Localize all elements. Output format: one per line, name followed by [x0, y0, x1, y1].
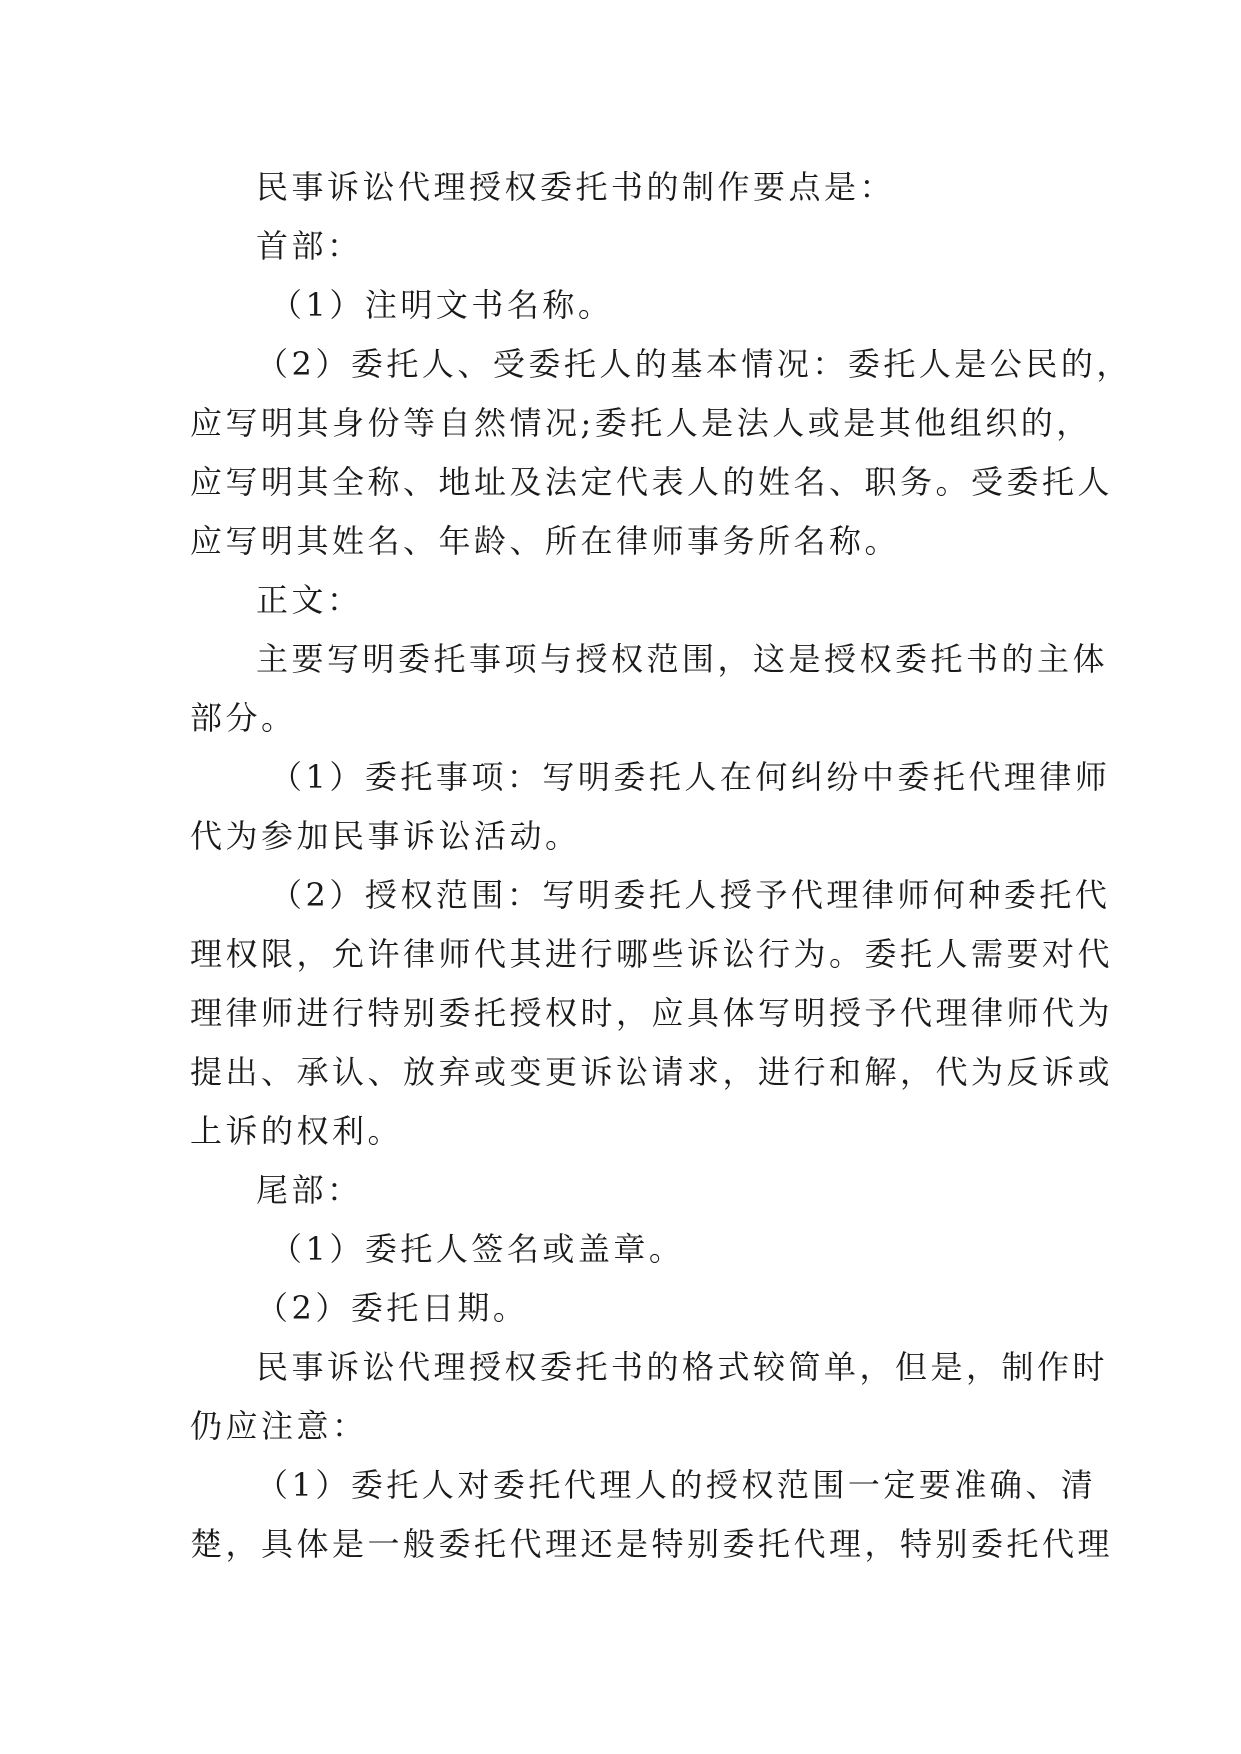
text-line: （1）注明文书名称。 [270, 286, 614, 324]
text-line: 应写明其全称、地址及法定代表人的姓名、职务。受委托人 [190, 463, 1114, 501]
document-body [190, 158, 1132, 1574]
text-line: （1）委托人签名或盖章。 [270, 1230, 685, 1268]
text-line: 尾部： [256, 1171, 363, 1209]
text-line: 应写明其姓名、年龄、所在律师事务所名称。 [190, 522, 901, 560]
text-line: 仍应注意： [190, 1407, 368, 1445]
text-line: 上诉的权利。 [190, 1112, 404, 1150]
text-line: （2）委托人、受委托人的基本情况：委托人是公民的， [256, 345, 1132, 383]
text-line: 楚，具体是一般委托代理还是特别委托代理，特别委托代理 [190, 1525, 1114, 1563]
text-line: 代为参加民事诉讼活动。 [190, 817, 581, 855]
text-line: （2）委托日期。 [256, 1289, 529, 1327]
text-line: 民事诉讼代理授权委托书的格式较简单，但是，制作时 [256, 1348, 1109, 1386]
text-line: （1）委托人对委托代理人的授权范围一定要准确、清 [256, 1466, 1097, 1504]
text-line: 部分。 [190, 699, 297, 737]
text-line: 提出、承认、放弃或变更诉讼请求，进行和解，代为反诉或 [190, 1053, 1114, 1091]
text-line: 理权限，允许律师代其进行哪些诉讼行为。委托人需要对代 [190, 935, 1114, 973]
text-line: 正文： [256, 581, 363, 619]
text-line: 首部： [256, 227, 363, 265]
text-line: 主要写明委托事项与授权范围，这是授权委托书的主体 [256, 640, 1109, 678]
text-line: 民事诉讼代理授权委托书的制作要点是： [256, 168, 896, 206]
text-line: 应写明其身份等自然情况;委托人是法人或是其他组织的， [190, 404, 1092, 442]
text-line: 理律师进行特别委托授权时，应具体写明授予代理律师代为 [190, 994, 1114, 1032]
text-line: （2）授权范围：写明委托人授予代理律师何种委托代 [270, 876, 1111, 914]
text-line: （1）委托事项：写明委托人在何纠纷中委托代理律师 [270, 758, 1111, 796]
